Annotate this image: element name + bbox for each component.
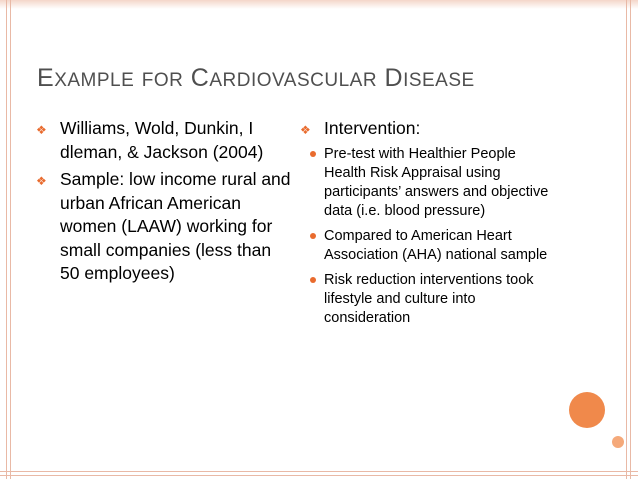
sub-bullet-icon (310, 277, 316, 283)
bullet-icon: ❖ (36, 174, 47, 188)
title-word-3: ARDIOVASCULAR (209, 70, 378, 91)
title-word-1: XAMPLE (54, 70, 135, 91)
title-word-4: ISEASE (403, 70, 475, 91)
left-bullet-citation (36, 117, 294, 164)
frame-line-bottom-inner (0, 471, 638, 472)
citation-text: Williams, Wold, Dunkin, I dleman, & Jackson (2004) (60, 118, 264, 162)
bullet-icon: ❖ (36, 123, 47, 137)
frame-line-right-inner (626, 0, 627, 479)
bullet-icon: ❖ (300, 123, 311, 137)
title-word-2: FOR (141, 70, 184, 91)
frame-line-right-outer (630, 0, 631, 479)
subitem-pretest (300, 145, 550, 221)
risk-reduction-text: Risk reduction interventions took lifestyle and culture into consideration (324, 271, 534, 326)
sample-text: Sample: low income rural and urban African American women (LAAW) working for small companies (less than 50 employees) (60, 169, 291, 283)
frame-line-left-inner (10, 0, 11, 479)
intervention-heading: Intervention: (324, 118, 421, 138)
left-column (36, 117, 294, 290)
sub-bullet-icon (310, 151, 316, 157)
intervention-subitems (300, 145, 550, 328)
decorative-circle-small (612, 436, 624, 448)
subitem-risk-reduction (300, 271, 550, 328)
sub-bullet-icon (310, 233, 316, 239)
pretest-text: Pre-test with Healthier People Health Risk Appraisal using participants’ answers and objective data (i.e. blood pressure) (324, 145, 549, 219)
frame-top-bar (0, 0, 638, 9)
subitem-compared (300, 227, 550, 265)
frame-line-bottom-outer (0, 475, 638, 476)
left-bullet-sample (36, 168, 294, 286)
compared-text: Compared to American Heart Association (AHA) national sample (324, 227, 548, 263)
frame-line-left-outer (6, 0, 7, 479)
title-initial-4: D (384, 64, 404, 92)
right-column (300, 117, 550, 334)
right-bullet-intervention (300, 117, 550, 141)
title-initial-3: C (190, 64, 210, 92)
slide-title (37, 64, 475, 93)
title-initial-1: E (37, 64, 55, 92)
decorative-circle-large (569, 392, 605, 428)
